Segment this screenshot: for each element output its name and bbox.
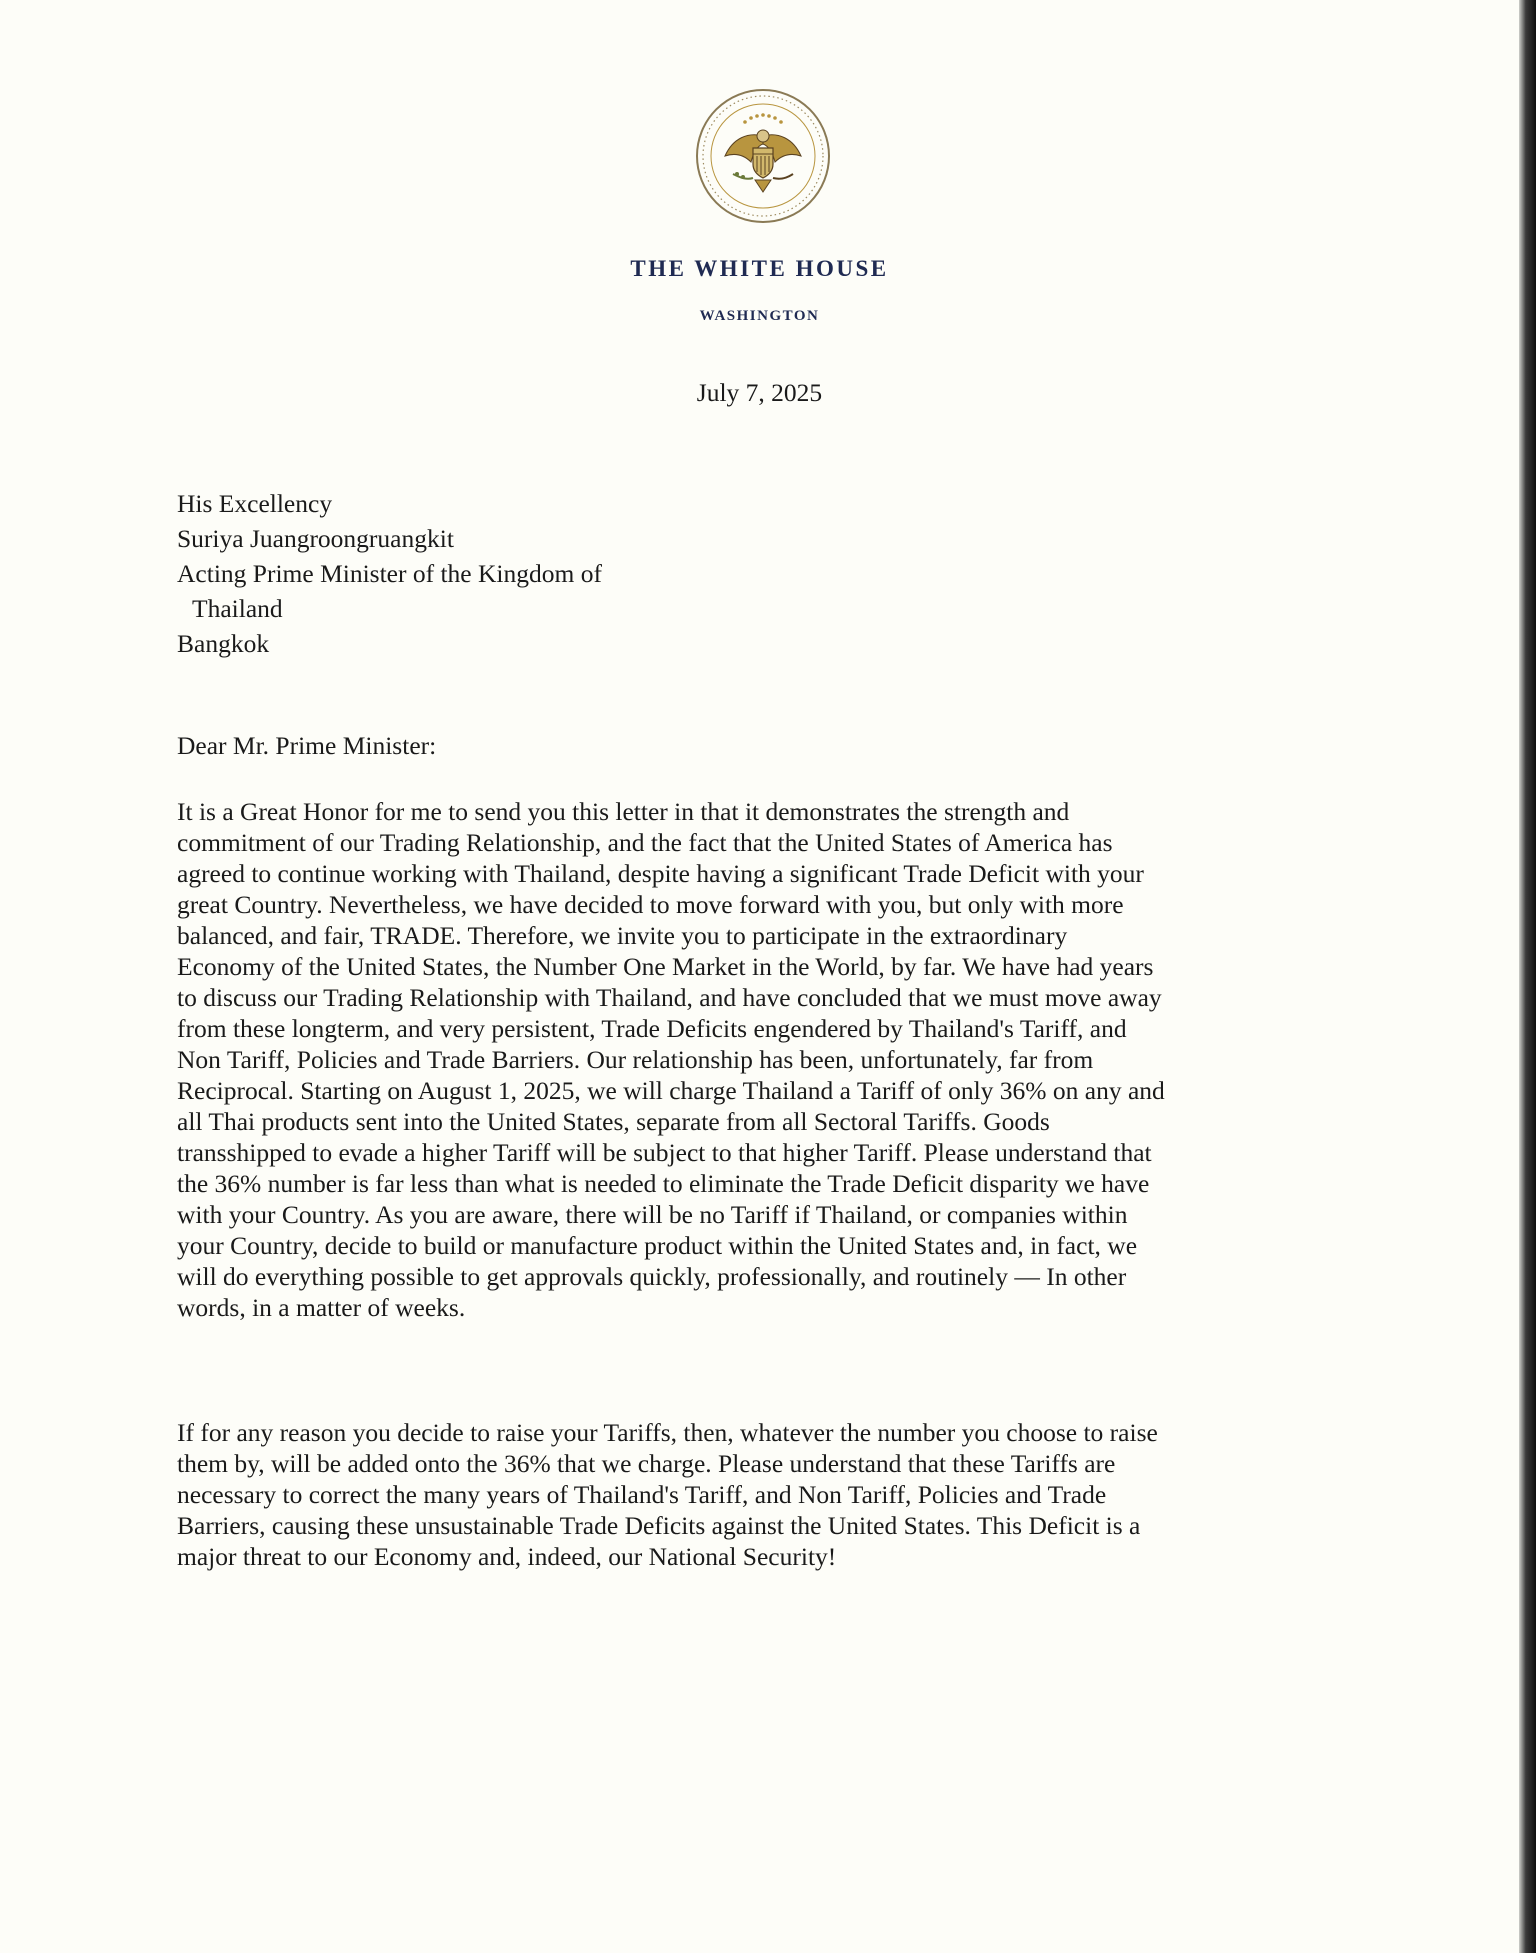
paragraph-line: with your Country. As you are aware, there will be no Tariff if Thailand, or companies within: [177, 1200, 1128, 1229]
paragraph-line: necessary to correct the many years of Thailand's Tariff, and Non Tariff, Policies and Trade: [177, 1480, 1107, 1509]
recipient-line: Thailand: [192, 594, 283, 623]
paragraph-line: to discuss our Trading Relationship with Thailand, and have concluded that we must move away: [177, 983, 1162, 1012]
recipient-line: His Excellency: [177, 489, 333, 518]
recipient-address: [177, 486, 877, 661]
paragraph-line: all Thai products sent into the United States, separate from all Sectoral Tariffs. Goods: [177, 1107, 1050, 1136]
letter-date: July 7, 2025: [696, 378, 823, 407]
paragraph-line: Reciprocal. Starting on August 1, 2025, we will charge Thailand a Tariff of only 36% on any and: [177, 1076, 1165, 1105]
paragraph-line: your Country, decide to build or manufacture product within the United States and, in fact, we: [177, 1231, 1138, 1260]
paragraph-line: Non Tariff, Policies and Trade Barriers. Our relationship has been, unfortunately, far from: [177, 1045, 1094, 1074]
paragraph-line: transshipped to evade a higher Tariff will be subject to that higher Tariff. Please understand that: [177, 1138, 1152, 1167]
paragraph-line: balanced, and fair, TRADE. Therefore, we invite you to participate in the extraordinary: [177, 921, 1068, 950]
paragraph-line: Economy of the United States, the Number One Market in the World, by far. We have had years: [177, 952, 1154, 981]
letterhead-subtitle: WASHINGTON: [699, 308, 820, 324]
scan-edge-shadow: [1519, 0, 1536, 1953]
letterhead-title: THE WHITE HOUSE: [630, 256, 889, 281]
paragraph-line: them by, will be added onto the 36% that we charge. Please understand that these Tariffs are: [177, 1449, 1116, 1478]
salutation: Dear Mr. Prime Minister:: [177, 731, 437, 760]
paragraph-line: the 36% number is far less than what is needed to eliminate the Trade Deficit disparity we have: [177, 1169, 1150, 1198]
body-paragraph-2: [177, 1417, 1377, 1572]
body-paragraph-1: [177, 796, 1377, 1323]
paragraph-line: It is a Great Honor for me to send you this letter in that it demonstrates the strength and: [177, 797, 1070, 826]
recipient-line: Bangkok: [177, 629, 270, 658]
paragraph-line: Barriers, causing these unsustainable Trade Deficits against the United States. This Deficit is a: [177, 1511, 1141, 1540]
presidential-seal-icon: [693, 86, 833, 226]
paragraph-line: agreed to continue working with Thailand, despite having a significant Trade Deficit with your: [177, 859, 1144, 888]
paragraph-line: will do everything possible to get approvals quickly, professionally, and routinely — In other: [177, 1262, 1127, 1291]
paragraph-line: great Country. Nevertheless, we have decided to move forward with you, but only with more: [177, 890, 1124, 919]
recipient-line: Suriya Juangroongruangkit: [177, 524, 454, 553]
paragraph-line: from these longterm, and very persistent, Trade Deficits engendered by Thailand's Tariff, and: [177, 1014, 1127, 1043]
paragraph-line: major threat to our Economy and, indeed, our National Security!: [177, 1542, 837, 1571]
paragraph-line: If for any reason you decide to raise your Tariffs, then, whatever the number you choose to raise: [177, 1418, 1158, 1447]
paragraph-line: words, in a matter of weeks.: [177, 1293, 466, 1322]
recipient-line: Acting Prime Minister of the Kingdom of: [177, 559, 602, 588]
paragraph-line: commitment of our Trading Relationship, and the fact that the United States of America has: [177, 828, 1113, 857]
